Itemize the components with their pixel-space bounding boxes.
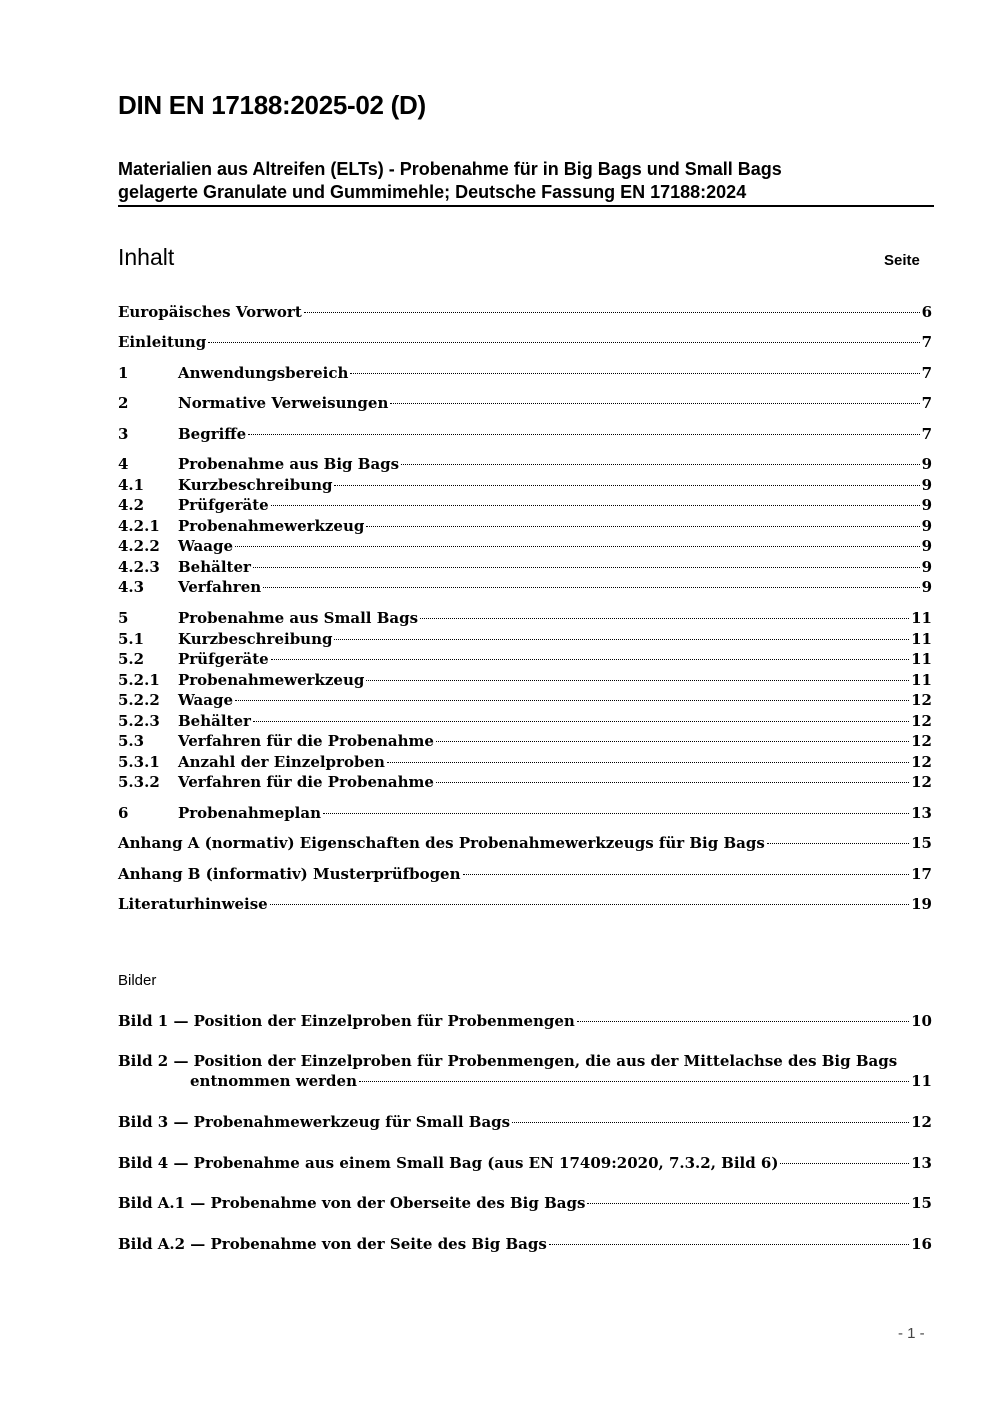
toc-entry[interactable]: 5.1 Kurzbeschreibung 11 bbox=[118, 630, 932, 648]
figure-entry[interactable]: Bild 2 — Position der Einzelproben für Probenmengen, die aus der Mittelachse des Big Bags entnommen werden 11 bbox=[118, 1052, 932, 1090]
toc-entry[interactable]: 5.3.1 Anzahl der Einzelproben 12 bbox=[118, 753, 932, 771]
toc-entry[interactable]: Anhang A (normativ) Eigenschaften des Probenahmewerkzeugs für Big Bags 15 bbox=[118, 834, 932, 852]
toc-entry[interactable]: 5.2.3 Behälter 12 bbox=[118, 712, 932, 730]
page-number: - 1 - bbox=[898, 1325, 925, 1342]
subtitle-line-1: Materialien aus Altreifen (ELTs) - Probenahme für in Big Bags und Small Bags bbox=[118, 159, 782, 179]
toc-entry[interactable]: Literaturhinweise 19 bbox=[118, 895, 932, 913]
toc-entry[interactable]: 5.2 Prüfgeräte 11 bbox=[118, 650, 932, 668]
document-subtitle bbox=[118, 158, 934, 207]
toc-entry[interactable]: 5 Probenahme aus Small Bags 11 bbox=[118, 609, 932, 627]
page-column-label: Seite bbox=[884, 252, 920, 269]
toc-entry[interactable]: 5.3 Verfahren für die Probenahme 12 bbox=[118, 732, 932, 750]
figure-entry[interactable]: Bild 3 — Probenahmewerkzeug für Small Bags 12 bbox=[118, 1113, 932, 1131]
figure-entry[interactable]: Bild A.2 — Probenahme von der Seite des Big Bags 16 bbox=[118, 1235, 932, 1253]
toc-entry[interactable]: 4.2 Prüfgeräte 9 bbox=[118, 496, 932, 514]
toc-entry[interactable]: Einleitung 7 bbox=[118, 333, 932, 351]
toc-entry[interactable]: 6 Probenahmeplan 13 bbox=[118, 804, 932, 822]
toc-entry[interactable]: 4.1 Kurzbeschreibung 9 bbox=[118, 476, 932, 494]
toc-entry[interactable]: 2 Normative Verweisungen 7 bbox=[118, 394, 932, 412]
toc-entry[interactable]: 4 Probenahme aus Big Bags 9 bbox=[118, 455, 932, 473]
toc-entry[interactable]: Europäisches Vorwort 6 bbox=[118, 303, 932, 321]
document-id: DIN EN 17188:2025-02 (D) bbox=[118, 90, 426, 120]
subtitle-line-2: gelagerte Granulate und Gummimehle; Deutsche Fassung EN 17188:2024 bbox=[118, 182, 747, 202]
toc-entry[interactable]: Anhang B (informativ) Musterprüfbogen 17 bbox=[118, 865, 932, 883]
figure-entry[interactable]: Bild 4 — Probenahme aus einem Small Bag (aus EN 17409:2020, 7.3.2, Bild 6) 13 bbox=[118, 1154, 932, 1172]
figure-entry[interactable]: Bild A.1 — Probenahme von der Oberseite des Big Bags 15 bbox=[118, 1194, 932, 1212]
toc-entry[interactable]: 4.2.1 Probenahmewerkzeug 9 bbox=[118, 517, 932, 535]
figure-entry[interactable]: Bild 1 — Position der Einzelproben für Probenmengen 10 bbox=[118, 1012, 932, 1030]
figures-heading: Bilder bbox=[118, 972, 157, 989]
toc-heading: Inhalt bbox=[118, 244, 175, 270]
toc-entry[interactable]: 5.2.1 Probenahmewerkzeug 11 bbox=[118, 671, 932, 689]
toc-entry[interactable]: 4.3 Verfahren 9 bbox=[118, 578, 932, 596]
toc-entry[interactable]: 5.3.2 Verfahren für die Probenahme 12 bbox=[118, 773, 932, 791]
toc-entry[interactable]: 3 Begriffe 7 bbox=[118, 425, 932, 443]
toc-entry[interactable]: 4.2.2 Waage 9 bbox=[118, 537, 932, 555]
toc-entry[interactable]: 4.2.3 Behälter 9 bbox=[118, 558, 932, 576]
toc-entry[interactable]: 5.2.2 Waage 12 bbox=[118, 691, 932, 709]
toc-entry[interactable]: 1 Anwendungsbereich 7 bbox=[118, 364, 932, 382]
